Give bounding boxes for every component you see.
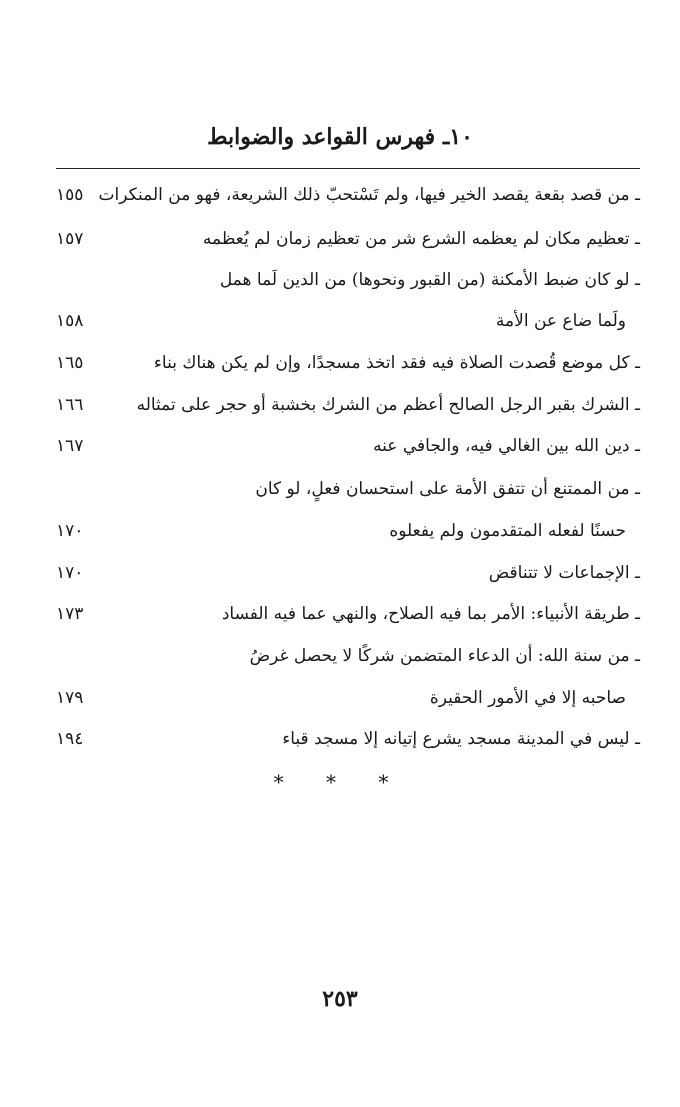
entry-page-number: ١٥٥ [56, 185, 84, 205]
entry-text: ـ ليس في المدينة مسجد يشرع إتيانه إلا مسجد قباء [282, 729, 640, 749]
entry-text: ـ كل موضع قُصدت الصلاة فيه فقد اتخذ مسجدًا، وإن لم يكن هناك بناء [153, 353, 640, 373]
entry-page-number: ١٦٧ [56, 436, 84, 456]
entry-text: ـ الإجماعات لا تتناقض [488, 563, 640, 583]
index-entry [56, 222, 640, 256]
index-entry [56, 722, 640, 756]
index-entry-continuation [56, 681, 640, 715]
page-number: ٢٥٣ [322, 986, 358, 1012]
entry-text: ـ من سنة الله: أن الدعاء المتضمن شركًا لا يحصل غرضُ [249, 646, 640, 666]
entry-page-number: ١٧٣ [56, 604, 84, 624]
entry-text: ـ دين الله بين الغالي فيه، والجافي عنه [373, 436, 640, 456]
index-entry [56, 472, 640, 506]
entry-text: صاحبه إلا في الأمور الحقيرة [429, 688, 626, 708]
section-separator: * * * [273, 770, 407, 794]
index-entry [56, 388, 640, 422]
index-entry [56, 597, 640, 631]
entry-text: ـ طريقة الأنبياء: الأمر بما فيه الصلاح، والنهي عما فيه الفساد [221, 604, 640, 624]
index-entry [56, 263, 640, 297]
entry-text: ـ الشرك بقبر الرجل الصالح أعظم من الشرك بخشبة أو حجر على تمثاله [136, 395, 640, 415]
entry-page-number: ١٩٤ [56, 729, 84, 749]
entry-text: ـ من قصد بقعة يقصد الخير فيها، ولم تَسْتحبّ ذلك الشريعة، فهو من المنكرات [98, 185, 640, 205]
index-entry-continuation [56, 304, 640, 338]
entry-page-number: ١٧٠ [56, 563, 84, 583]
index-entry [56, 556, 640, 590]
entry-page-number: ١٦٦ [56, 395, 84, 415]
page-title: ١٠ـ فهرس القواعد والضوابط [207, 124, 473, 150]
entry-text: حسنًا لفعله المتقدمون ولم يفعلوه [389, 521, 626, 541]
entry-page-number: ١٧٩ [56, 688, 84, 708]
entry-text: ـ لو كان ضبط الأمكنة (من القبور ونحوها) من الدين لَما همل [219, 270, 640, 290]
entry-page-number: ١٦٥ [56, 353, 84, 373]
index-entry [56, 178, 640, 212]
index-entry [56, 346, 640, 380]
entry-text: ولَما ضاع عن الأمة [495, 311, 626, 331]
entry-page-number: ١٥٧ [56, 229, 84, 249]
index-entry [56, 429, 640, 463]
title-divider [56, 168, 640, 169]
entry-text: ـ تعظيم مكان لم يعظمه الشرع شر من تعظيم زمان لم يُعظمه [202, 229, 640, 249]
index-entry [56, 639, 640, 673]
entry-page-number: ١٧٠ [56, 521, 84, 541]
entry-text: ـ من الممتنع أن تتفق الأمة على استحسان فعلٍ، لو كان [255, 479, 640, 499]
entry-page-number: ١٥٨ [56, 311, 84, 331]
index-entry-continuation [56, 514, 640, 548]
